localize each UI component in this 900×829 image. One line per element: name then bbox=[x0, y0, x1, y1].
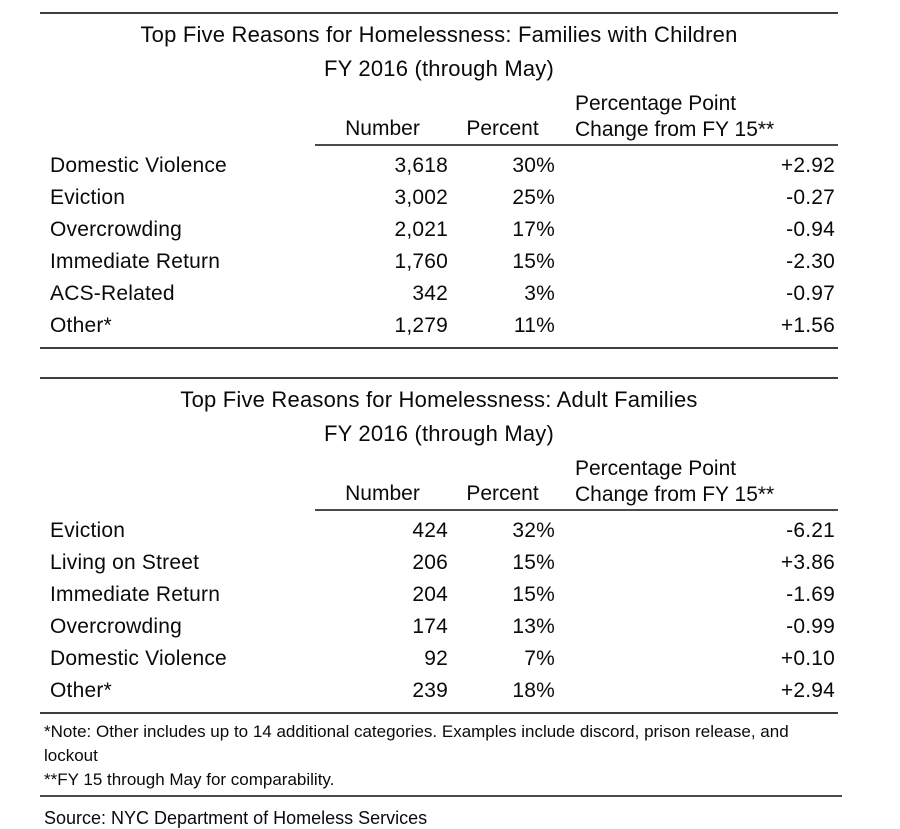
col-header-percent: Percent bbox=[466, 117, 539, 140]
source-line: Source: NYC Department of Homeless Services bbox=[44, 808, 428, 828]
reason-cell: Eviction bbox=[50, 186, 126, 209]
percent-cell: 32% bbox=[512, 519, 555, 542]
table-row bbox=[40, 547, 838, 579]
table-row bbox=[40, 579, 838, 611]
reason-cell: Immediate Return bbox=[50, 583, 221, 606]
number-cell: 3,618 bbox=[394, 154, 448, 177]
reason-cell: Domestic Violence bbox=[50, 154, 227, 177]
table-row bbox=[40, 643, 838, 675]
change-cell: -0.94 bbox=[786, 218, 835, 241]
col-header-number: Number bbox=[345, 482, 420, 505]
column-header-row bbox=[40, 456, 838, 508]
table-row bbox=[40, 214, 838, 246]
percent-cell: 3% bbox=[524, 282, 555, 305]
table-title: Top Five Reasons for Homelessness: Adult Families bbox=[180, 387, 698, 412]
reason-cell: Immediate Return bbox=[50, 250, 221, 273]
number-cell: 424 bbox=[412, 519, 448, 542]
number-cell: 1,279 bbox=[394, 314, 448, 337]
change-cell: -0.97 bbox=[786, 282, 835, 305]
table-row bbox=[40, 182, 838, 214]
reason-cell: Domestic Violence bbox=[50, 647, 227, 670]
col-header-change bbox=[555, 456, 838, 508]
table-row bbox=[40, 278, 838, 310]
table-title: Top Five Reasons for Homelessness: Families with Children bbox=[140, 22, 738, 47]
percent-cell: 11% bbox=[513, 314, 555, 337]
percent-cell: 15% bbox=[512, 583, 555, 606]
percent-cell: 18% bbox=[512, 679, 555, 702]
col-header-percent: Percent bbox=[466, 482, 539, 505]
reason-cell: Overcrowding bbox=[50, 615, 182, 638]
table-body bbox=[40, 511, 838, 712]
table-row bbox=[40, 675, 838, 707]
table-subtitle: FY 2016 (through May) bbox=[323, 56, 555, 81]
percent-cell: 30% bbox=[512, 154, 555, 177]
reason-cell: Other* bbox=[50, 679, 112, 702]
number-cell: 174 bbox=[412, 615, 448, 638]
col-header-change-line2: Change from FY 15** bbox=[575, 118, 775, 141]
number-cell: 2,021 bbox=[394, 218, 448, 241]
change-cell: +0.10 bbox=[780, 647, 835, 670]
table-row bbox=[40, 310, 838, 342]
percent-cell: 7% bbox=[524, 647, 555, 670]
number-cell: 3,002 bbox=[394, 186, 448, 209]
percent-cell: 25% bbox=[512, 186, 555, 209]
change-cell: +1.56 bbox=[780, 314, 835, 337]
percent-cell: 15% bbox=[512, 250, 555, 273]
change-cell: -2.30 bbox=[786, 250, 835, 273]
number-cell: 342 bbox=[412, 282, 448, 305]
table-row bbox=[40, 515, 838, 547]
change-cell: +2.94 bbox=[780, 679, 835, 702]
change-cell: +2.92 bbox=[780, 154, 835, 177]
percent-cell: 17% bbox=[512, 218, 555, 241]
table-subtitle: FY 2016 (through May) bbox=[323, 421, 555, 446]
col-header-change bbox=[555, 91, 838, 143]
col-header-change-line2: Change from FY 15** bbox=[575, 483, 775, 506]
reason-cell: Living on Street bbox=[50, 551, 200, 574]
table-row bbox=[40, 150, 838, 182]
number-cell: 92 bbox=[424, 647, 448, 670]
number-cell: 206 bbox=[412, 551, 448, 574]
number-cell: 204 bbox=[412, 583, 448, 606]
number-cell: 1,760 bbox=[394, 250, 448, 273]
col-header-number: Number bbox=[345, 117, 420, 140]
table-body bbox=[40, 146, 838, 347]
footnote-comparability: **FY 15 through May for comparability. bbox=[44, 770, 335, 789]
reason-cell: ACS-Related bbox=[50, 282, 175, 305]
table-adult-families bbox=[40, 377, 838, 714]
reason-cell: Overcrowding bbox=[50, 218, 182, 241]
col-header-change-line1: Percentage Point bbox=[575, 457, 737, 480]
change-cell: -6.21 bbox=[786, 519, 835, 542]
percent-cell: 15% bbox=[512, 551, 555, 574]
col-header-change-line1: Percentage Point bbox=[575, 92, 737, 115]
change-cell: -0.99 bbox=[786, 615, 835, 638]
table-families-with-children bbox=[40, 12, 838, 349]
reason-cell: Other* bbox=[50, 314, 112, 337]
reason-cell: Eviction bbox=[50, 519, 126, 542]
change-cell: -1.69 bbox=[786, 583, 835, 606]
footnote-other-definition: *Note: Other includes up to 14 additional categories. Examples include discord, prison release, and lockout bbox=[44, 722, 789, 765]
column-header-row bbox=[40, 91, 838, 143]
change-cell: +3.86 bbox=[780, 551, 835, 574]
percent-cell: 13% bbox=[512, 615, 555, 638]
footnotes-block bbox=[40, 714, 842, 797]
table-row bbox=[40, 611, 838, 643]
change-cell: -0.27 bbox=[786, 186, 835, 209]
table-row bbox=[40, 246, 838, 278]
number-cell: 239 bbox=[412, 679, 448, 702]
